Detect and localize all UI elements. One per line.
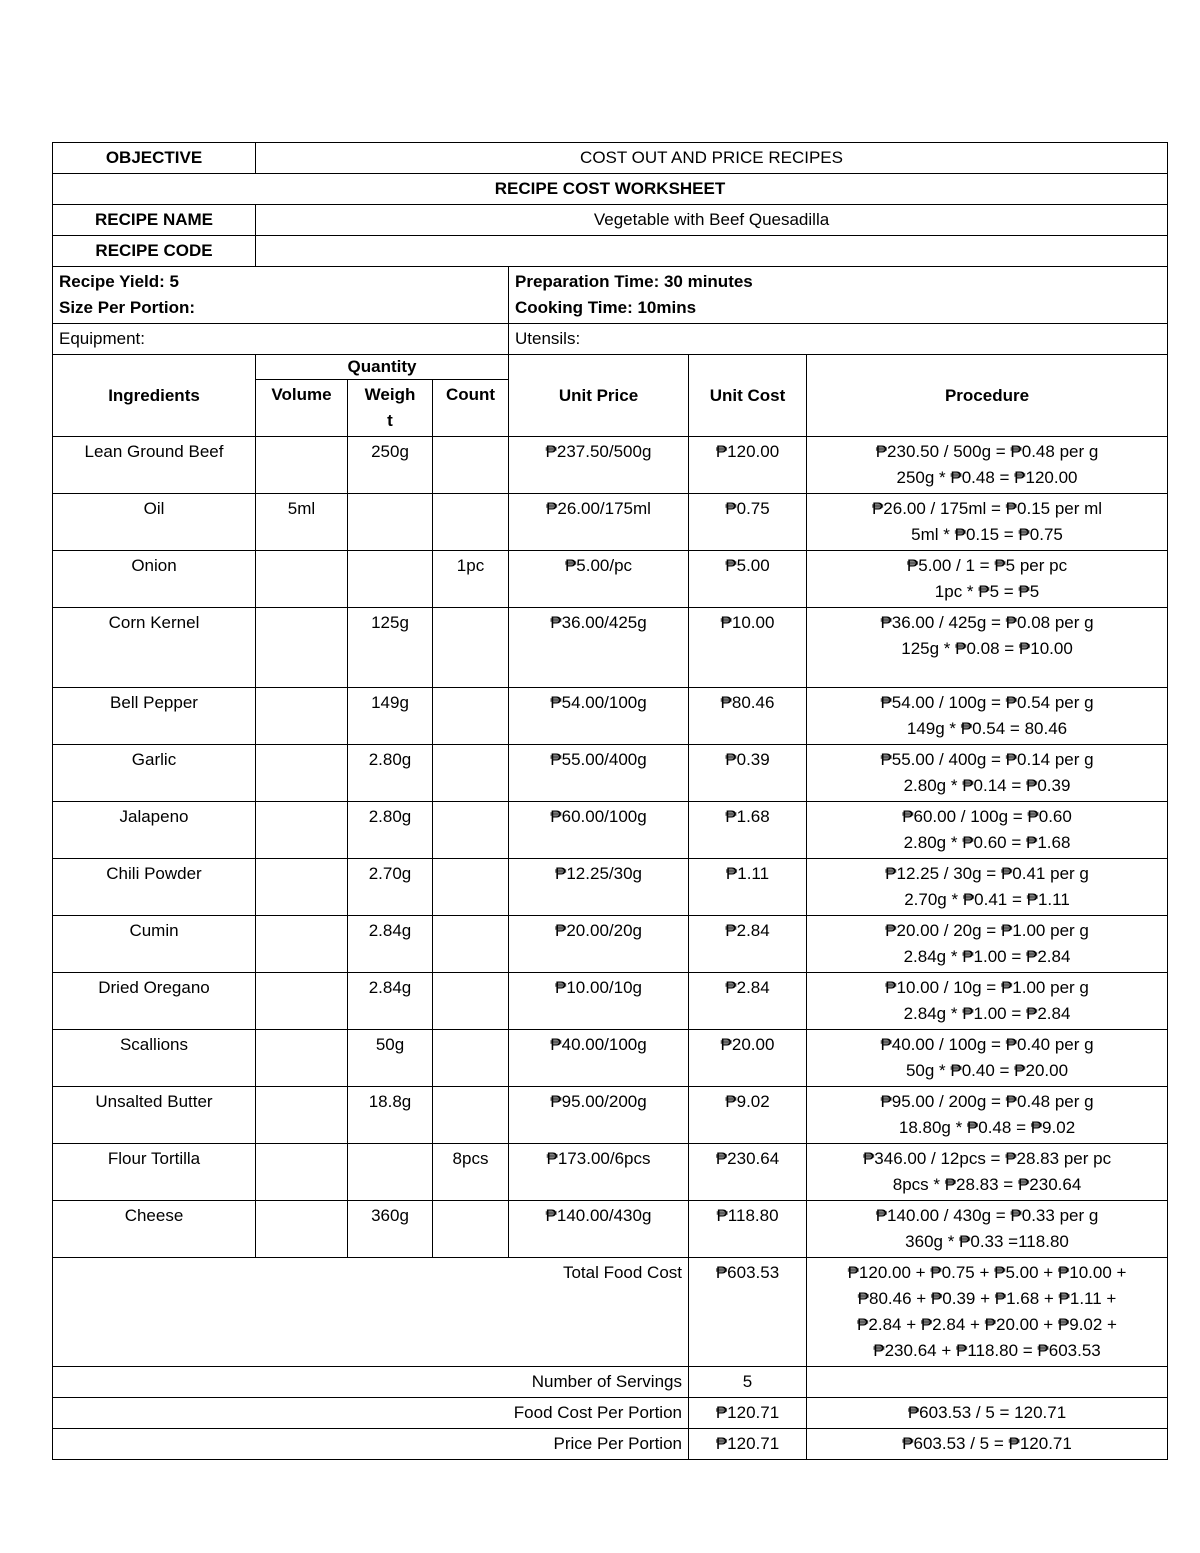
ingredient-name: Flour Tortilla	[53, 1144, 256, 1201]
ingredient-row	[53, 437, 1168, 494]
total-proc-line: ₱230.64 + ₱118.80 = ₱603.53	[873, 1341, 1101, 1360]
ingredient-weight: 18.8g	[348, 1087, 433, 1144]
ingredient-count	[433, 745, 509, 802]
recipe-cost-worksheet	[52, 142, 1167, 1460]
yield-portion-cell	[53, 267, 509, 324]
ingredient-weight	[348, 1144, 433, 1201]
number-of-servings-value: 5	[689, 1367, 807, 1398]
ingredient-procedure	[807, 608, 1168, 688]
ingredient-volume	[256, 973, 348, 1030]
ingredient-row	[53, 1144, 1168, 1201]
ingredient-unit-cost: ₱1.11	[689, 859, 807, 916]
ingredient-name: Chili Powder	[53, 859, 256, 916]
worksheet-title: RECIPE COST WORKSHEET	[53, 174, 1168, 205]
cooking-time: Cooking Time: 10mins	[515, 298, 697, 317]
ingredient-name: Bell Pepper	[53, 688, 256, 745]
ingredient-unit-cost: ₱230.64	[689, 1144, 807, 1201]
procedure-line: 2.84g * ₱1.00 = ₱2.84	[903, 1004, 1071, 1023]
ingredient-unit-price: ₱55.00/400g	[509, 745, 689, 802]
food-cost-per-portion-value: ₱120.71	[689, 1398, 807, 1429]
ingredient-name: Oil	[53, 494, 256, 551]
objective-value: COST OUT AND PRICE RECIPES	[256, 143, 1168, 174]
ingredient-count	[433, 973, 509, 1030]
food-cost-per-portion-procedure: ₱603.53 / 5 = 120.71	[807, 1398, 1168, 1429]
recipe-code-value	[256, 236, 1168, 267]
ingredient-weight	[348, 551, 433, 608]
ingredient-volume	[256, 916, 348, 973]
total-food-cost-procedure	[807, 1258, 1168, 1367]
recipe-name-value: Vegetable with Beef Quesadilla	[256, 205, 1168, 236]
procedure-line: 250g * ₱0.48 = ₱120.00	[896, 468, 1078, 487]
ingredient-name: Lean Ground Beef	[53, 437, 256, 494]
objective-label: OBJECTIVE	[53, 143, 256, 174]
time-cell	[509, 267, 1168, 324]
col-quantity: Quantity	[256, 355, 509, 380]
procedure-line: 50g * ₱0.40 = ₱20.00	[905, 1061, 1069, 1080]
col-unit-price: Unit Price	[509, 355, 689, 437]
ingredient-volume: 5ml	[256, 494, 348, 551]
ingredient-name: Dried Oregano	[53, 973, 256, 1030]
total-proc-line: ₱80.46 + ₱0.39 + ₱1.68 + ₱1.11 +	[857, 1289, 1117, 1308]
ingredient-weight: 2.80g	[348, 802, 433, 859]
ingredient-volume	[256, 437, 348, 494]
ingredient-unit-price: ₱60.00/100g	[509, 802, 689, 859]
ingredient-procedure	[807, 973, 1168, 1030]
ingredient-procedure	[807, 551, 1168, 608]
ingredient-name: Garlic	[53, 745, 256, 802]
ingredient-unit-price: ₱20.00/20g	[509, 916, 689, 973]
ingredient-unit-cost: ₱120.00	[689, 437, 807, 494]
price-per-portion-procedure: ₱603.53 / 5 = ₱120.71	[807, 1429, 1168, 1460]
ingredient-procedure	[807, 916, 1168, 973]
procedure-line: 360g * ₱0.33 =118.80	[905, 1232, 1069, 1251]
ingredient-volume	[256, 1201, 348, 1258]
ingredient-volume	[256, 551, 348, 608]
ingredient-weight: 2.84g	[348, 916, 433, 973]
price-per-portion-value: ₱120.71	[689, 1429, 807, 1460]
procedure-line: ₱95.00 / 200g = ₱0.48 per g	[880, 1092, 1094, 1111]
procedure-line: ₱54.00 / 100g = ₱0.54 per g	[880, 693, 1094, 712]
procedure-line: ₱140.00 / 430g = ₱0.33 per g	[875, 1206, 1099, 1225]
procedure-line: ₱36.00 / 425g = ₱0.08 per g	[880, 613, 1094, 632]
ingredient-count	[433, 1201, 509, 1258]
ingredient-volume	[256, 608, 348, 688]
ingredient-volume	[256, 1144, 348, 1201]
ingredient-unit-price: ₱12.25/30g	[509, 859, 689, 916]
ingredient-name: Corn Kernel	[53, 608, 256, 688]
ingredient-weight: 2.80g	[348, 745, 433, 802]
ingredient-procedure	[807, 802, 1168, 859]
ingredient-unit-price: ₱10.00/10g	[509, 973, 689, 1030]
procedure-line: ₱346.00 / 12pcs = ₱28.83 per pc	[862, 1149, 1112, 1168]
ingredient-name: Cumin	[53, 916, 256, 973]
procedure-line: ₱5.00 / 1 = ₱5 per pc	[906, 556, 1068, 575]
ingredient-row	[53, 1087, 1168, 1144]
total-proc-line: ₱2.84 + ₱2.84 + ₱20.00 + ₱9.02 +	[857, 1315, 1117, 1334]
ingredient-name: Onion	[53, 551, 256, 608]
recipe-code-label: RECIPE CODE	[53, 236, 256, 267]
col-count: Count	[433, 380, 509, 437]
col-procedure: Procedure	[807, 355, 1168, 437]
ingredient-volume	[256, 688, 348, 745]
ingredient-row	[53, 608, 1168, 688]
ingredient-row	[53, 745, 1168, 802]
procedure-line: 8pcs * ₱28.83 = ₱230.64	[892, 1175, 1082, 1194]
ingredient-row	[53, 802, 1168, 859]
col-unit-cost: Unit Cost	[689, 355, 807, 437]
ingredient-unit-cost: ₱20.00	[689, 1030, 807, 1087]
ingredient-weight: 250g	[348, 437, 433, 494]
ingredient-volume	[256, 1030, 348, 1087]
ingredient-unit-price: ₱140.00/430g	[509, 1201, 689, 1258]
ingredient-count	[433, 1087, 509, 1144]
ingredient-procedure	[807, 688, 1168, 745]
ingredient-row	[53, 1030, 1168, 1087]
procedure-line: 2.80g * ₱0.14 = ₱0.39	[903, 776, 1071, 795]
ingredient-count	[433, 802, 509, 859]
procedure-line: ₱230.50 / 500g = ₱0.48 per g	[875, 442, 1099, 461]
ingredient-unit-cost: ₱5.00	[689, 551, 807, 608]
ingredient-unit-price: ₱40.00/100g	[509, 1030, 689, 1087]
ingredient-count	[433, 1030, 509, 1087]
ingredient-procedure	[807, 437, 1168, 494]
ingredient-unit-cost: ₱0.39	[689, 745, 807, 802]
ingredient-count: 8pcs	[433, 1144, 509, 1201]
procedure-line: ₱55.00 / 400g = ₱0.14 per g	[880, 750, 1094, 769]
procedure-line: ₱12.25 / 30g = ₱0.41 per g	[885, 864, 1089, 883]
ingredient-row	[53, 494, 1168, 551]
procedure-line: ₱10.00 / 10g = ₱1.00 per g	[885, 978, 1089, 997]
total-food-cost-label: Total Food Cost	[53, 1258, 689, 1367]
ingredient-unit-cost: ₱118.80	[689, 1201, 807, 1258]
ingredient-row	[53, 1201, 1168, 1258]
procedure-line: 2.70g * ₱0.41 = ₱1.11	[904, 890, 1070, 909]
number-of-servings-procedure	[807, 1367, 1168, 1398]
ingredient-unit-cost: ₱80.46	[689, 688, 807, 745]
preparation-time: Preparation Time: 30 minutes	[515, 272, 753, 291]
ingredient-count	[433, 859, 509, 916]
size-per-portion: Size Per Portion:	[59, 298, 196, 317]
ingredient-name: Cheese	[53, 1201, 256, 1258]
ingredient-unit-price: ₱26.00/175ml	[509, 494, 689, 551]
procedure-line: 2.84g * ₱1.00 = ₱2.84	[903, 947, 1071, 966]
col-volume: Volume	[256, 380, 348, 437]
procedure-line: 2.80g * ₱0.60 = ₱1.68	[903, 833, 1071, 852]
recipe-name-label: RECIPE NAME	[53, 205, 256, 236]
ingredient-unit-cost: ₱9.02	[689, 1087, 807, 1144]
procedure-line: ₱20.00 / 20g = ₱1.00 per g	[885, 921, 1089, 940]
ingredient-count	[433, 688, 509, 745]
ingredient-name: Jalapeno	[53, 802, 256, 859]
ingredient-unit-price: ₱237.50/500g	[509, 437, 689, 494]
ingredient-count	[433, 494, 509, 551]
ingredient-weight: 360g	[348, 1201, 433, 1258]
ingredient-procedure	[807, 1144, 1168, 1201]
worksheet-table	[52, 142, 1168, 1460]
ingredient-weight: 149g	[348, 688, 433, 745]
ingredient-unit-cost: ₱10.00	[689, 608, 807, 688]
ingredient-weight: 2.84g	[348, 973, 433, 1030]
food-cost-per-portion-label: Food Cost Per Portion	[53, 1398, 689, 1429]
ingredient-volume	[256, 745, 348, 802]
ingredient-unit-price: ₱5.00/pc	[509, 551, 689, 608]
total-food-cost-value: ₱603.53	[689, 1258, 807, 1367]
ingredient-unit-price: ₱36.00/425g	[509, 608, 689, 688]
price-per-portion-label: Price Per Portion	[53, 1429, 689, 1460]
ingredient-weight: 125g	[348, 608, 433, 688]
ingredient-count	[433, 437, 509, 494]
ingredient-count	[433, 608, 509, 688]
ingredient-unit-price: ₱173.00/6pcs	[509, 1144, 689, 1201]
ingredient-volume	[256, 1087, 348, 1144]
procedure-line: 1pc * ₱5 = ₱5	[934, 582, 1040, 601]
ingredient-unit-cost: ₱2.84	[689, 973, 807, 1030]
utensils-label: Utensils:	[509, 324, 1168, 355]
number-of-servings-label: Number of Servings	[53, 1367, 689, 1398]
col-ingredients: Ingredients	[53, 355, 256, 437]
ingredient-weight: 2.70g	[348, 859, 433, 916]
ingredient-count: 1pc	[433, 551, 509, 608]
ingredient-procedure	[807, 859, 1168, 916]
ingredient-procedure	[807, 1201, 1168, 1258]
ingredient-procedure	[807, 494, 1168, 551]
equipment-label: Equipment:	[53, 324, 509, 355]
ingredient-count	[433, 916, 509, 973]
ingredient-row	[53, 551, 1168, 608]
ingredient-procedure	[807, 1030, 1168, 1087]
ingredient-procedure	[807, 1087, 1168, 1144]
ingredient-volume	[256, 802, 348, 859]
ingredient-unit-price: ₱54.00/100g	[509, 688, 689, 745]
ingredient-row	[53, 859, 1168, 916]
procedure-line: ₱40.00 / 100g = ₱0.40 per g	[880, 1035, 1094, 1054]
ingredient-name: Scallions	[53, 1030, 256, 1087]
ingredient-unit-cost: ₱1.68	[689, 802, 807, 859]
ingredient-volume	[256, 859, 348, 916]
ingredient-unit-cost: ₱2.84	[689, 916, 807, 973]
ingredient-name: Unsalted Butter	[53, 1087, 256, 1144]
ingredient-weight: 50g	[348, 1030, 433, 1087]
ingredient-unit-cost: ₱0.75	[689, 494, 807, 551]
procedure-line: 125g * ₱0.08 = ₱10.00	[901, 639, 1073, 658]
col-weight: Weigh t	[348, 380, 433, 437]
total-proc-line: ₱120.00 + ₱0.75 + ₱5.00 + ₱10.00 +	[847, 1263, 1127, 1282]
procedure-line: 18.80g * ₱0.48 = ₱9.02	[898, 1118, 1076, 1137]
ingredient-row	[53, 916, 1168, 973]
ingredient-row	[53, 973, 1168, 1030]
ingredient-row	[53, 688, 1168, 745]
procedure-line: ₱26.00 / 175ml = ₱0.15 per ml	[871, 499, 1103, 518]
ingredient-weight	[348, 494, 433, 551]
procedure-line: 149g * ₱0.54 = 80.46	[906, 719, 1068, 738]
ingredient-procedure	[807, 745, 1168, 802]
ingredient-unit-price: ₱95.00/200g	[509, 1087, 689, 1144]
procedure-line: ₱60.00 / 100g = ₱0.60	[902, 807, 1072, 826]
recipe-yield: Recipe Yield: 5	[59, 272, 179, 291]
procedure-line: 5ml * ₱0.15 = ₱0.75	[911, 525, 1063, 544]
